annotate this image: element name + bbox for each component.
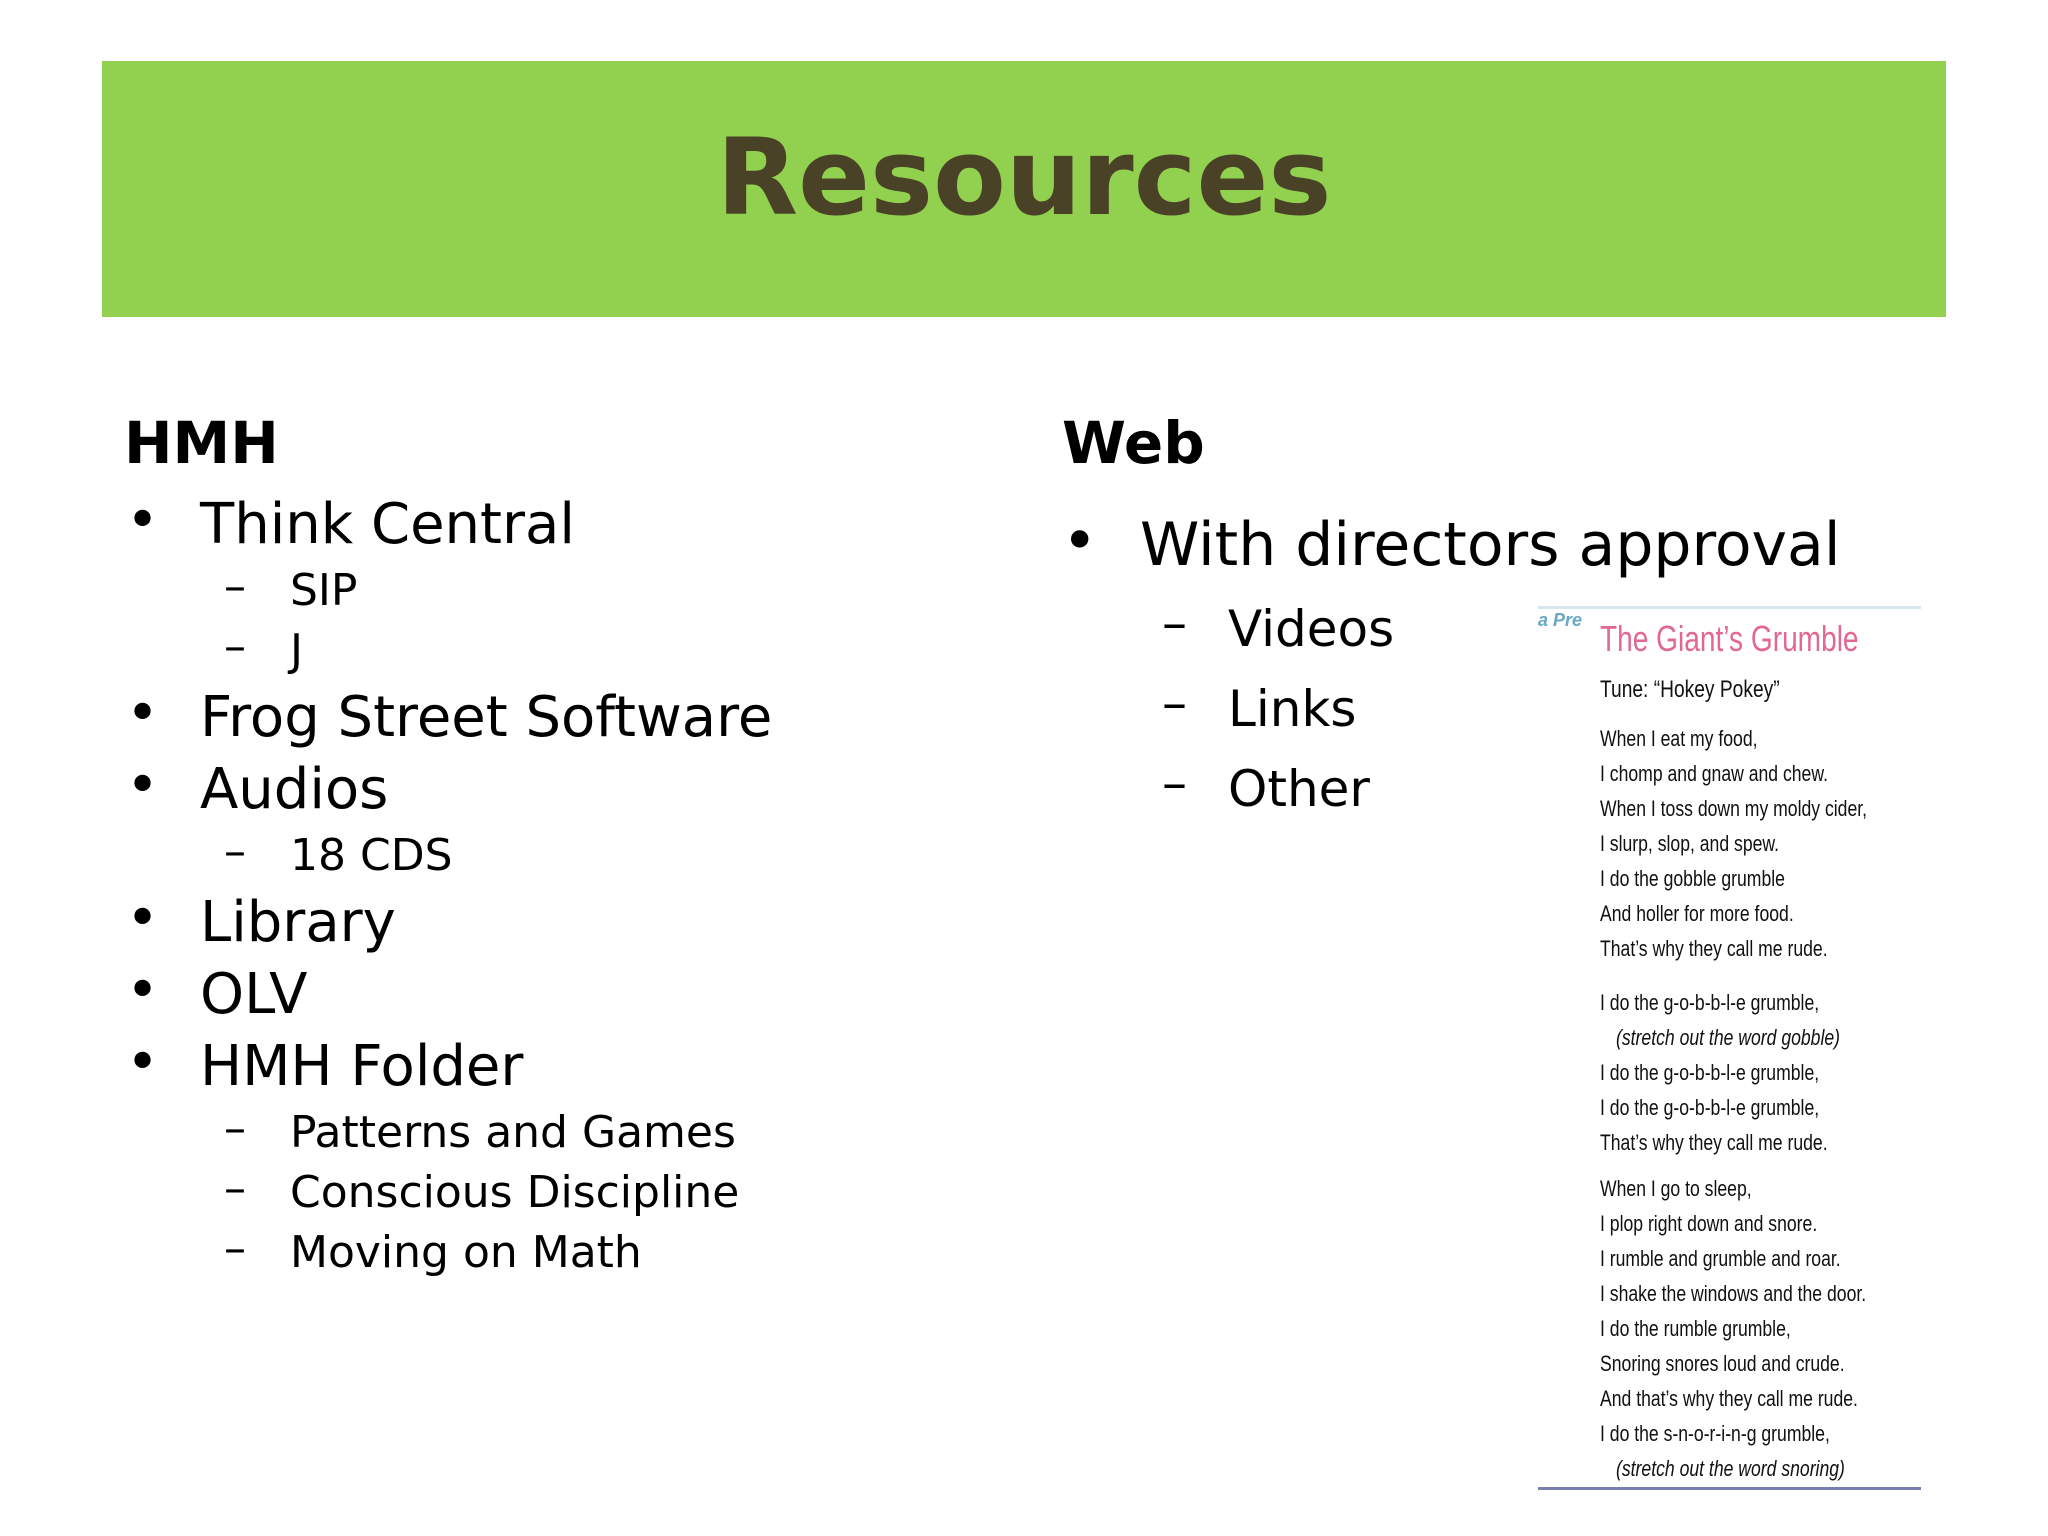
dash-icon: – — [1162, 674, 1187, 732]
song-verse-3 — [1600, 1171, 1921, 1416]
song-line: I shake the windows and the door. — [1600, 1281, 1867, 1306]
sub-item-moving-on-math — [224, 1223, 642, 1278]
bullet-icon: • — [126, 886, 160, 951]
sub-item-sip — [224, 561, 358, 616]
song-line: I chomp and gnaw and chew. — [1600, 761, 1828, 786]
bullet-label: HMH Folder — [200, 1034, 524, 1099]
song-line: When I toss down my moldy cider, — [1600, 796, 1868, 821]
song-line: That’s why they call me rude. — [1600, 1130, 1828, 1155]
dash-icon: – — [1162, 594, 1187, 652]
song-verse-4 — [1600, 1416, 1906, 1486]
song-line: I rumble and grumble and roar. — [1600, 1246, 1841, 1271]
sub-item-label: Moving on Math — [290, 1227, 642, 1278]
sub-item-patterns-games — [224, 1103, 736, 1158]
dash-icon: – — [224, 561, 246, 612]
dash-icon: – — [224, 621, 246, 672]
sub-item-label: Patterns and Games — [290, 1107, 736, 1158]
song-line: I do the gobble grumble — [1600, 866, 1785, 891]
song-corner-tag: a Pre — [1538, 610, 1583, 630]
bullet-icon: • — [126, 488, 160, 553]
dash-icon: – — [224, 1163, 246, 1214]
song-top-rule — [1538, 606, 1921, 609]
sub-item-links — [1162, 674, 1357, 738]
sub-item-label: SIP — [290, 565, 358, 616]
song-note: (stretch out the word snoring) — [1616, 1456, 1845, 1481]
bullet-item-directors-approval — [1062, 506, 1841, 580]
sub-item-videos — [1162, 594, 1395, 658]
song-title: The Giant’s Grumble — [1600, 618, 1859, 659]
bullet-item-library — [126, 886, 396, 955]
sub-item-j — [224, 621, 303, 676]
bullet-label: Think Central — [200, 492, 575, 557]
song-line: And that’s why they call me rude. — [1600, 1386, 1858, 1411]
bullet-item-audios — [126, 753, 389, 822]
song-line: I do the g-o-b-b-l-e grumble, — [1600, 1095, 1820, 1120]
bullet-item-hmh-folder — [126, 1030, 524, 1099]
bullet-icon: • — [1062, 506, 1098, 576]
sub-item-other — [1162, 754, 1370, 818]
song-bottom-rule — [1538, 1487, 1921, 1490]
sub-item-label: J — [290, 625, 303, 676]
song-line: I do the s-n-o-r-i-n-g grumble, — [1600, 1421, 1830, 1446]
song-line: Snoring snores loud and crude. — [1600, 1351, 1845, 1376]
bullet-icon: • — [126, 958, 160, 1023]
song-note: (stretch out the word gobble) — [1616, 1025, 1841, 1050]
bullet-icon: • — [126, 681, 160, 746]
song-line: I plop right down and snore. — [1600, 1211, 1818, 1236]
sub-item-label: Conscious Discipline — [290, 1167, 740, 1218]
song-line: When I go to sleep, — [1600, 1176, 1752, 1201]
slide-title: Resources — [716, 116, 1332, 239]
dash-icon: – — [224, 1223, 246, 1274]
bullet-icon: • — [126, 753, 160, 818]
song-line: I slurp, slop, and spew. — [1600, 831, 1780, 856]
song-verse-2 — [1600, 985, 1900, 1160]
bullet-label: With directors approval — [1140, 510, 1841, 580]
sub-item-conscious-discipline — [224, 1163, 740, 1218]
bullet-item-olv — [126, 958, 308, 1027]
hmh-heading: HMH — [124, 409, 279, 477]
sub-item-label: Videos — [1228, 600, 1395, 658]
dash-icon: – — [224, 1103, 246, 1154]
dash-icon: – — [1162, 754, 1187, 812]
sub-item-label: Links — [1228, 680, 1357, 738]
song-line: And holler for more food. — [1600, 901, 1794, 926]
bullet-label: Audios — [200, 757, 389, 822]
bullet-item-frog-street — [126, 681, 773, 750]
song-tune: Tune: “Hokey Pokey” — [1600, 676, 1780, 703]
song-line: When I eat my food, — [1600, 726, 1758, 751]
song-line: I do the g-o-b-b-l-e grumble, — [1600, 990, 1820, 1015]
song-line: I do the rumble grumble, — [1600, 1316, 1791, 1341]
web-heading: Web — [1062, 409, 1205, 477]
sub-item-label: Other — [1228, 760, 1370, 818]
bullet-icon: • — [126, 1030, 160, 1095]
song-line: That’s why they call me rude. — [1600, 936, 1828, 961]
sub-item-label: 18 CDS — [290, 830, 453, 881]
song-line: I do the g-o-b-b-l-e grumble, — [1600, 1060, 1820, 1085]
song-sheet-image — [1538, 606, 1921, 1490]
bullet-item-think-central — [126, 488, 575, 557]
song-verse-1 — [1600, 721, 1921, 966]
dash-icon: – — [224, 826, 246, 877]
bullet-label: Frog Street Software — [200, 685, 773, 750]
bullet-label: OLV — [200, 962, 308, 1027]
bullet-label: Library — [200, 890, 396, 955]
sub-item-18-cds — [224, 826, 453, 881]
